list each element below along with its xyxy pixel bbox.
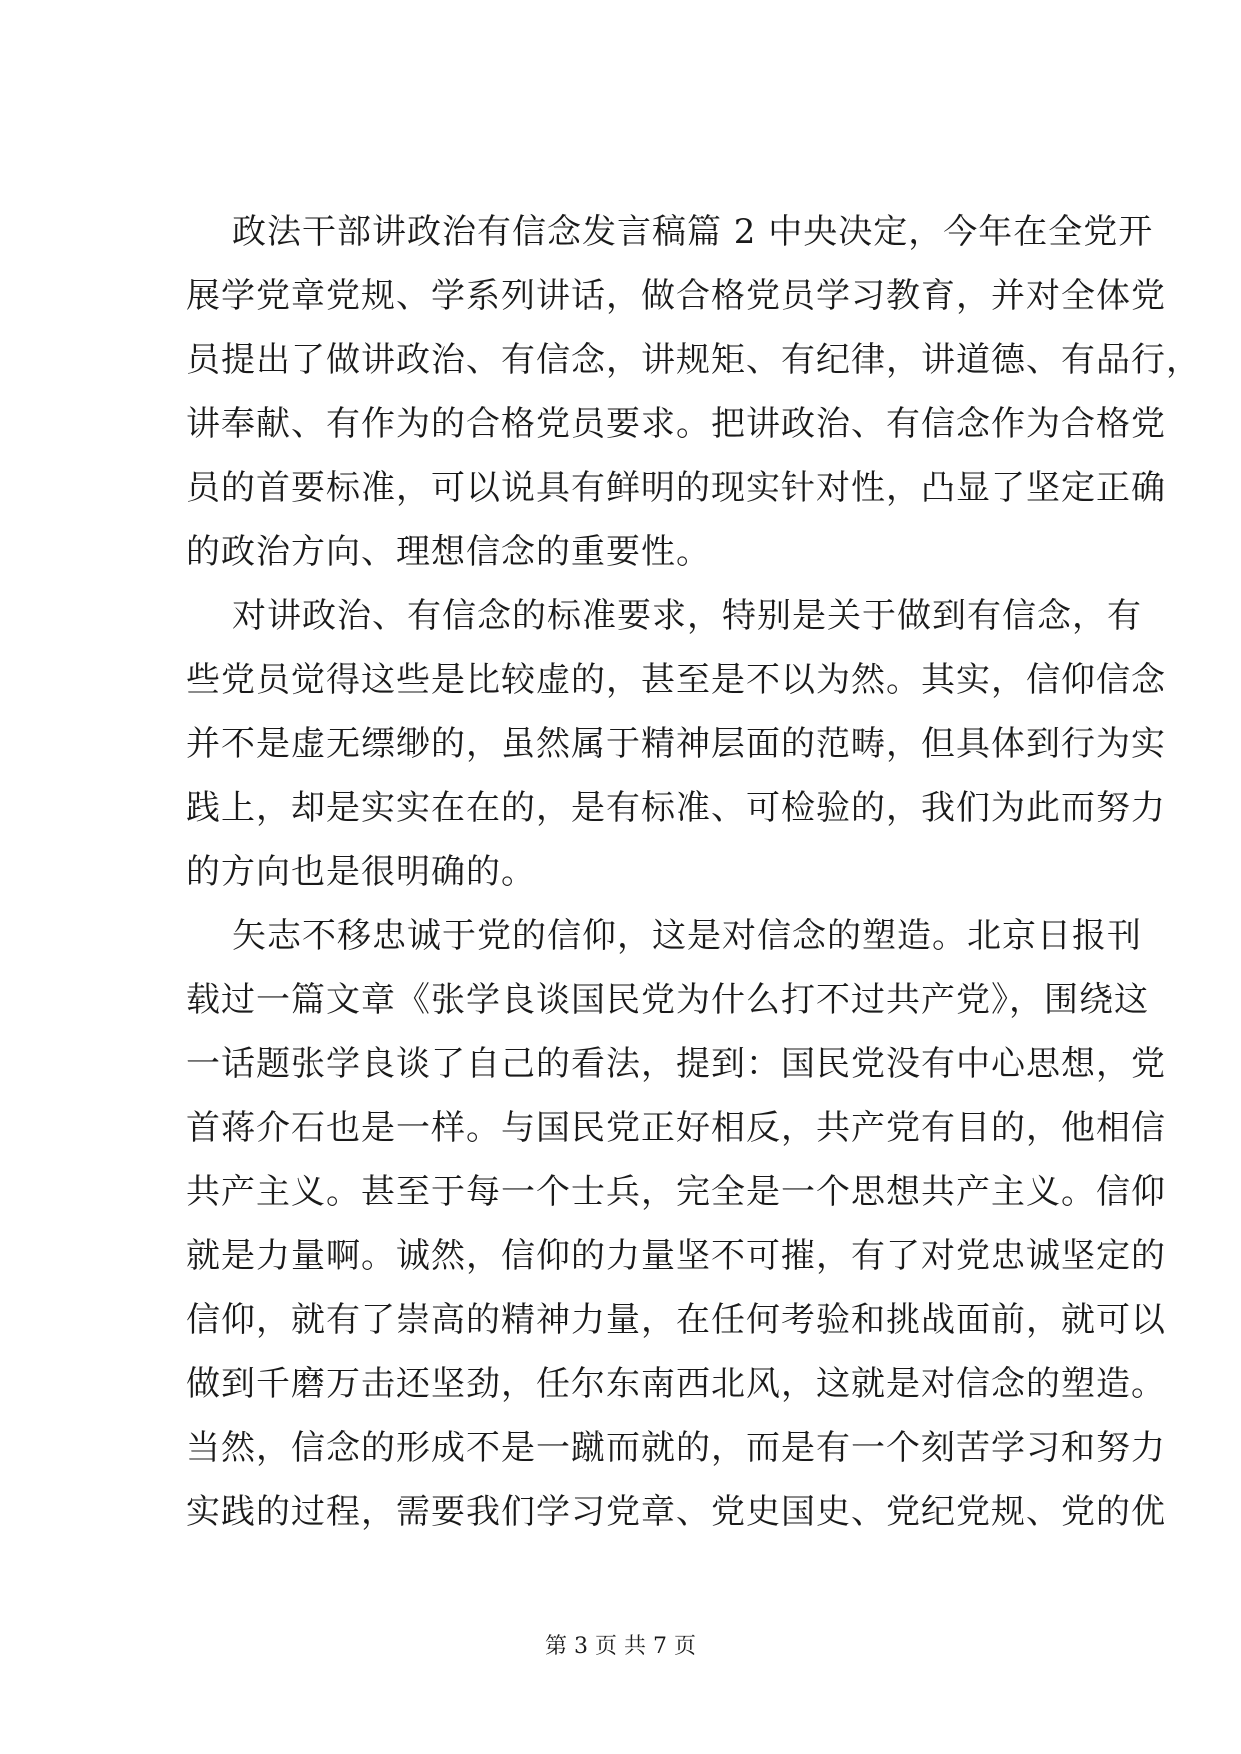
text-line: 践上，却是实实在在的，是有标准、可检验的，我们为此而努力 xyxy=(186,788,1166,828)
page-number-footer: 第 3 页 共 7 页 xyxy=(545,1634,696,1659)
text-line: 展学党章党规、学系列讲话，做合格党员学习教育，并对全体党 xyxy=(186,276,1166,316)
text-line: 对讲政治、有信念的标准要求，特别是关于做到有信念，有 xyxy=(232,596,1142,636)
text-line: 些党员觉得这些是比较虚的，甚至是不以为然。其实，信仰信念 xyxy=(186,660,1166,700)
document-body xyxy=(186,200,1201,1544)
text-line: 首蒋介石也是一样。与国民党正好相反，共产党有目的，他相信 xyxy=(186,1108,1166,1148)
text-line: 一话题张学良谈了自己的看法，提到：国民党没有中心思想，党 xyxy=(186,1044,1166,1084)
text-line: 讲奉献、有作为的合格党员要求。把讲政治、有信念作为合格党 xyxy=(186,404,1166,444)
text-line: 做到千磨万击还坚劲，任尔东南西北风，这就是对信念的塑造。 xyxy=(186,1364,1166,1404)
text-line: 就是力量啊。诚然，信仰的力量坚不可摧，有了对党忠诚坚定的 xyxy=(186,1236,1166,1276)
paragraph-2 xyxy=(186,584,1166,904)
text-line: 实践的过程，需要我们学习党章、党史国史、党纪党规、党的优 xyxy=(186,1492,1166,1532)
text-line: 政法干部讲政治有信念发言稿篇 2 中央决定，今年在全党开 xyxy=(232,212,1154,252)
text-line: 共产主义。甚至于每一个士兵，完全是一个思想共产主义。信仰 xyxy=(186,1172,1166,1212)
text-line: 的方向也是很明确的。 xyxy=(186,852,536,892)
text-line: 载过一篇文章《张学良谈国民党为什么打不过共产党》，围绕这 xyxy=(186,980,1149,1020)
text-line: 的政治方向、理想信念的重要性。 xyxy=(186,532,711,572)
text-line: 当然，信念的形成不是一蹴而就的，而是有一个刻苦学习和努力 xyxy=(186,1428,1166,1468)
paragraph-3 xyxy=(186,904,1166,1544)
text-line: 并不是虚无缥缈的，虽然属于精神层面的范畴，但具体到行为实 xyxy=(186,724,1166,764)
paragraph-1 xyxy=(186,200,1201,584)
text-line: 矢志不移忠诚于党的信仰，这是对信念的塑造。北京日报刊 xyxy=(232,916,1142,956)
text-line: 信仰，就有了崇高的精神力量，在任何考验和挑战面前，就可以 xyxy=(186,1300,1166,1340)
text-line: 员的首要标准，可以说具有鲜明的现实针对性，凸显了坚定正确 xyxy=(186,468,1166,508)
text-line: 员提出了做讲政治、有信念，讲规矩、有纪律，讲道德、有品行， xyxy=(186,340,1201,380)
